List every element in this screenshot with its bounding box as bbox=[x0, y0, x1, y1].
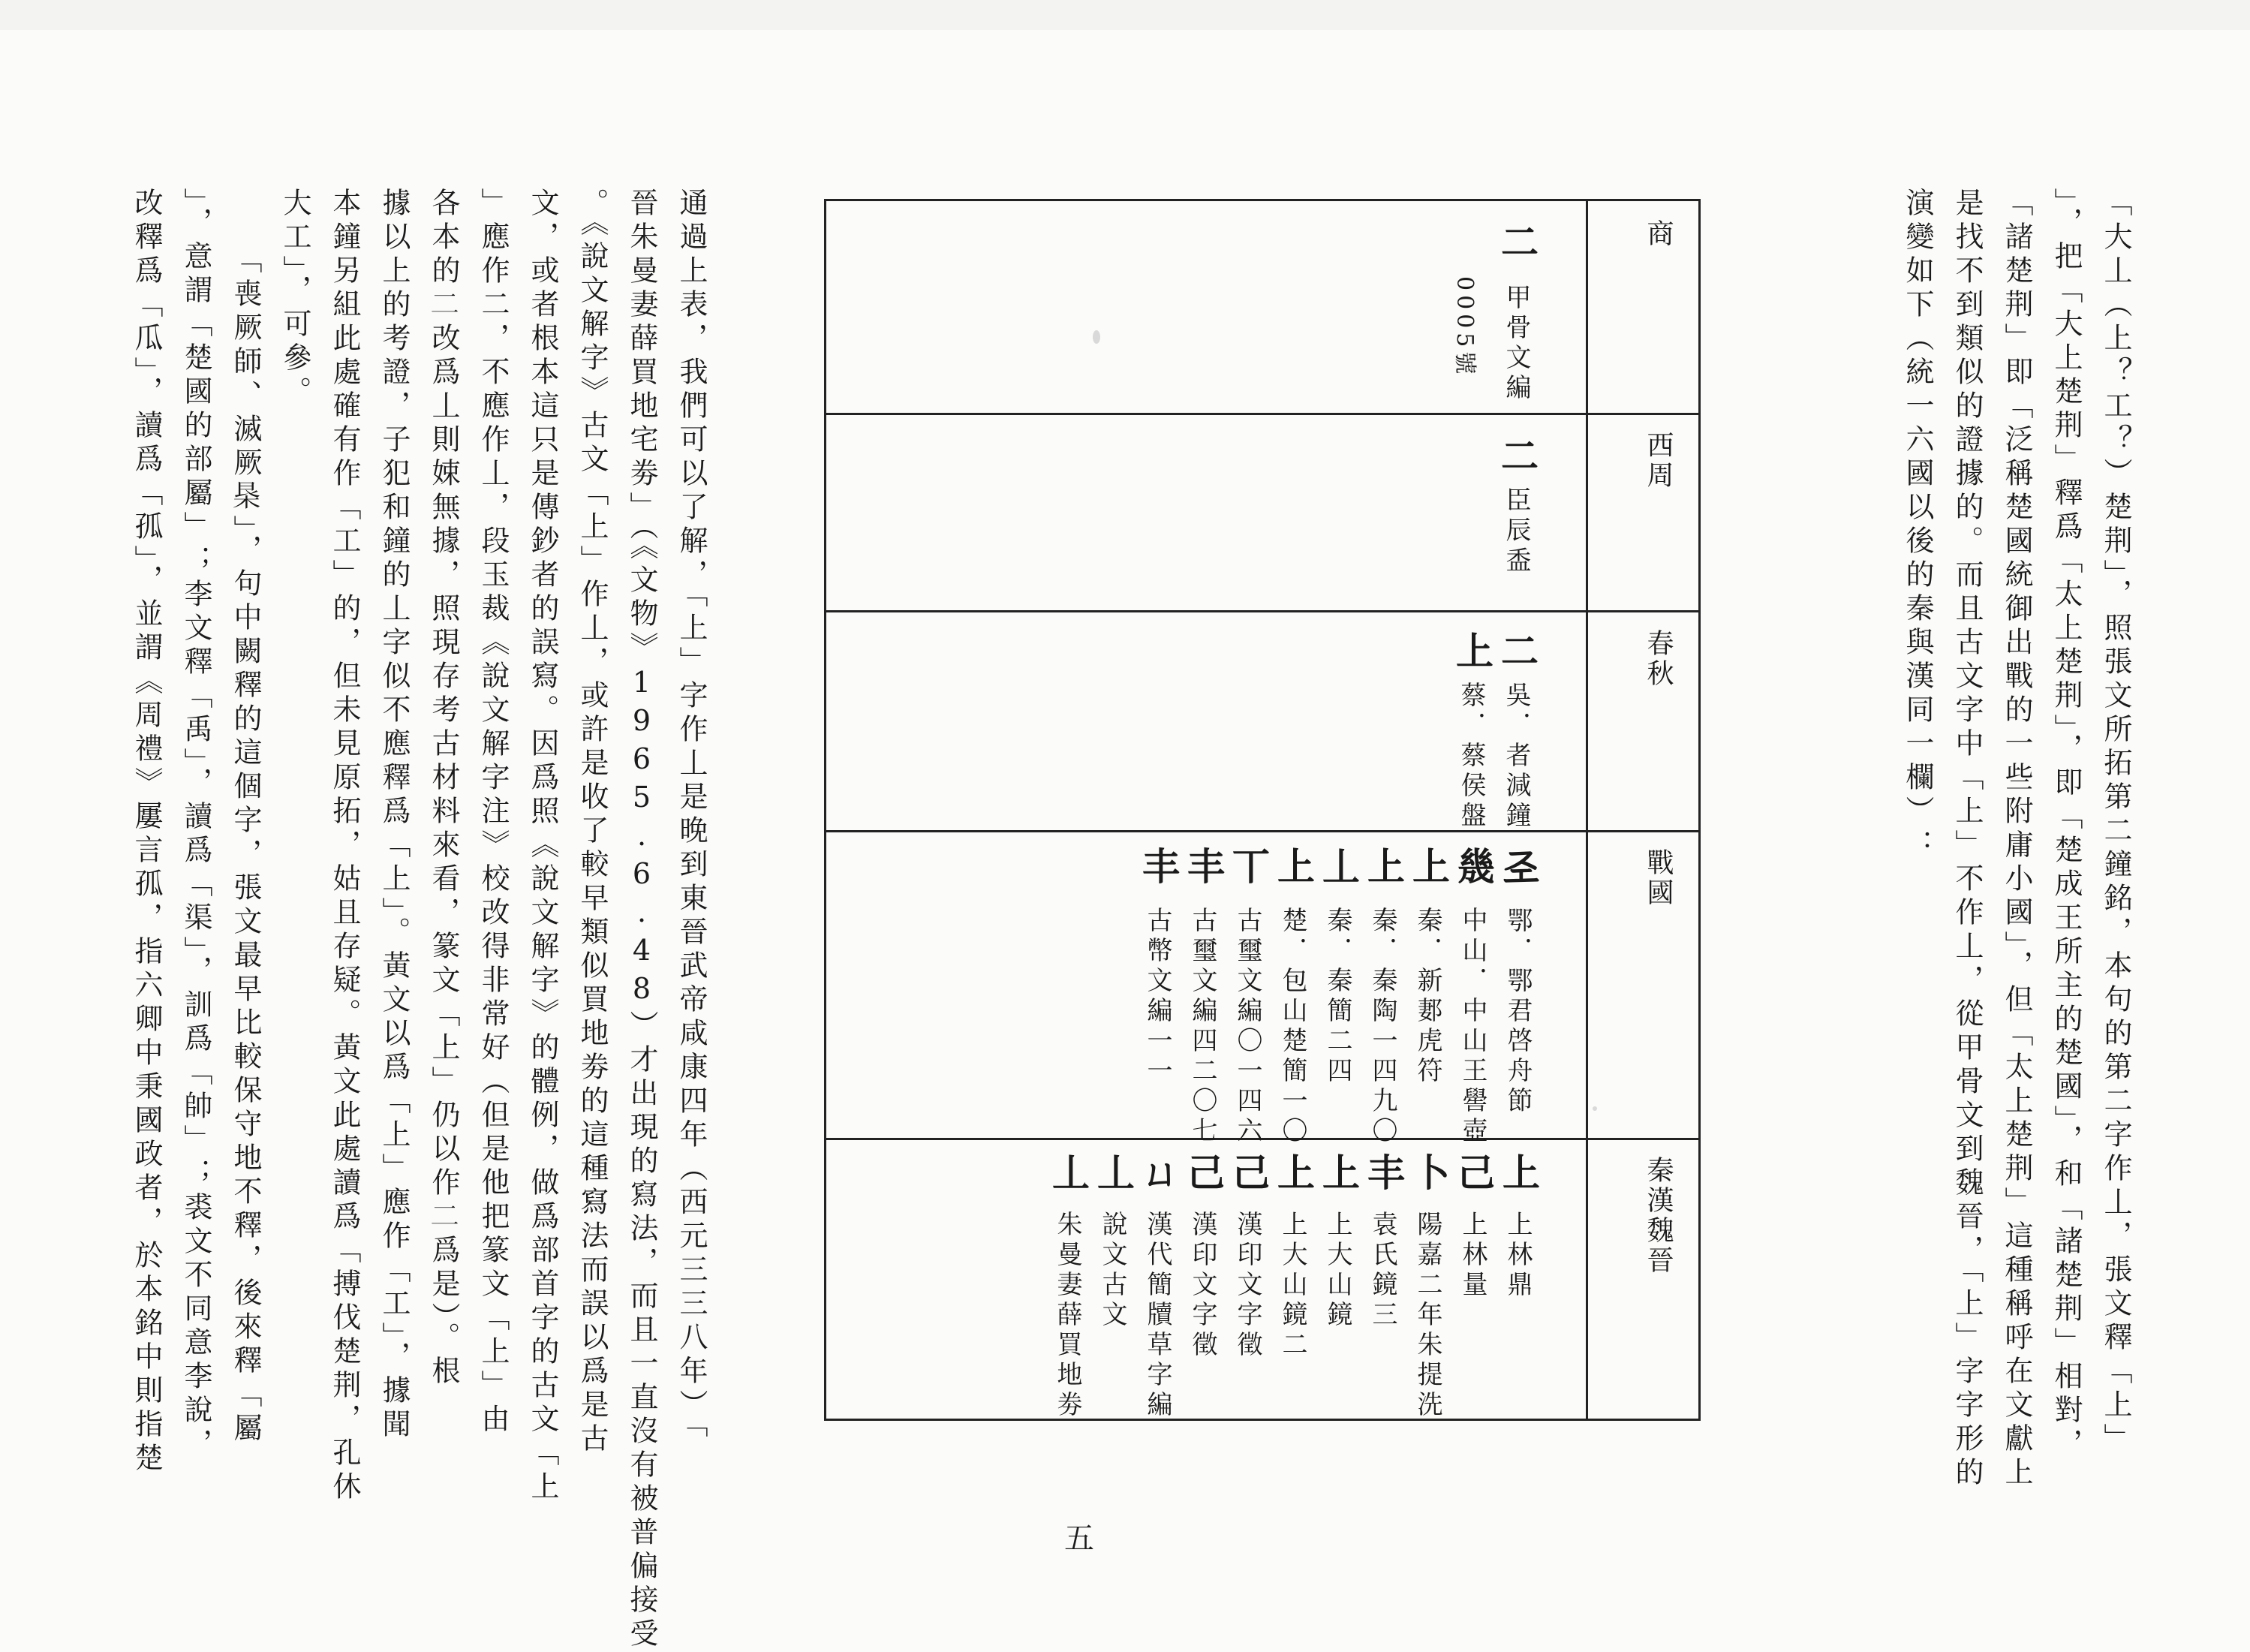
prose-column: 。《說文解字》古文「上」作丄，或許是收了較早類似買地劵的這種寫法而誤以爲是古 bbox=[576, 188, 609, 1457]
prose-column: 據以上的考證，子犯和鐘的丄字似不應釋爲「上」。黃文以爲「上」應作「工」，據聞 bbox=[378, 188, 411, 1443]
prose-column: 大工」，可參。 bbox=[278, 188, 311, 410]
source-label: 漢印文字徵 bbox=[1187, 1211, 1217, 1361]
page-number: 五 bbox=[1064, 1521, 1094, 1556]
source-number: 0005號 bbox=[1451, 276, 1478, 379]
glyph-form: 上 bbox=[1322, 1151, 1360, 1195]
glyph-form: 丰 bbox=[1187, 845, 1225, 889]
glyph-form: 己 bbox=[1457, 1151, 1495, 1195]
right-prose-block bbox=[1747, 188, 2137, 1491]
prose-column: 是找不到類似的證據的。而且古文字中「上」不作丄，從甲骨文到魏晉，「上」字字形的 bbox=[1951, 188, 1984, 1491]
source-label: 漢印文字徵 bbox=[1232, 1211, 1262, 1361]
source-label: 說文古文 bbox=[1097, 1211, 1127, 1331]
page-top-edge bbox=[0, 0, 2250, 30]
source-label: 吳．者減鐘 bbox=[1501, 682, 1531, 832]
glyph-form: 上 bbox=[1367, 845, 1405, 889]
prose-column: 文，或者根本這只是傳鈔者的誤寫。因爲照《說文解字》的體例，做爲部首字的古文「上 bbox=[526, 188, 559, 1505]
glyph-form: 𢀖 bbox=[1503, 845, 1540, 889]
glyph-form: 二 bbox=[1501, 435, 1539, 478]
glyph-form: ㄩ bbox=[1142, 1151, 1180, 1195]
prose-column: 「諸楚荆」即「泛稱楚國統御出戰的一些附庸小國」，但「太上楚荆」這種稱呼在文獻上 bbox=[2000, 188, 2033, 1491]
glyph-form: 丰 bbox=[1367, 1151, 1405, 1195]
source-label: 袁氏鏡三 bbox=[1367, 1211, 1397, 1331]
prose-column: 「大丄（上？工？）楚荆」，照張文所拓第二鐘銘，本句的第二字作丄，張文釋「上」 bbox=[2099, 188, 2132, 1457]
source-label: 古璽文編〇一四六 bbox=[1232, 907, 1262, 1147]
source-label: 上大山鏡 bbox=[1322, 1211, 1352, 1331]
period-qinhan: 秦漢魏晉 bbox=[1643, 1156, 1674, 1276]
glyph-form: 己 bbox=[1187, 1151, 1225, 1195]
source-label: 中山．中山王嚳壺 bbox=[1457, 907, 1487, 1147]
glyph-form: 丄 bbox=[1052, 1151, 1090, 1195]
source-label: 陽嘉二年朱提洗 bbox=[1412, 1211, 1442, 1421]
source-label: 上林量 bbox=[1457, 1211, 1487, 1301]
source-label: 鄂．鄂君啓舟節 bbox=[1503, 907, 1533, 1117]
prose-column: 」應作二，不應作丄，段玉裁《說文解字注》校改得非常好（但是他把篆文「上」由 bbox=[477, 188, 510, 1437]
source-label: 上林鼎 bbox=[1503, 1211, 1533, 1301]
period-chunqiu: 春秋 bbox=[1643, 629, 1674, 689]
source-label: 秦．秦陶一四九〇 bbox=[1367, 907, 1397, 1147]
glyph-form: 上 bbox=[1277, 845, 1315, 889]
glyph-form: 丅 bbox=[1232, 845, 1270, 889]
source-label: 秦．秦簡二四 bbox=[1322, 907, 1352, 1087]
row-divider bbox=[826, 610, 1698, 612]
glyph-form: 上 bbox=[1412, 845, 1450, 889]
prose-column: 本鐘另組此處確有作「工」的，但未見原拓，姑且存疑。黃文此處讀爲「搏伐楚荆，孔休 bbox=[328, 188, 361, 1505]
source-label: 上大山鏡二 bbox=[1277, 1211, 1307, 1361]
prose-column: 晉朱曼妻薛買地宅劵」（《文物》1965.6.48）才出現的寫法，而且一直沒有被普偏接受 bbox=[625, 188, 658, 1652]
glyph-form: 卜 bbox=[1412, 1151, 1450, 1195]
prose-column: 演變如下（統一六國以後的秦與漢同一欄）： bbox=[1901, 188, 1934, 863]
glyph-form: 丄 bbox=[1097, 1151, 1135, 1195]
glyph-form: 二 bbox=[1501, 221, 1539, 264]
source-label: 古幣文編一一 bbox=[1142, 907, 1172, 1087]
glyph-form: 丰 bbox=[1142, 845, 1180, 889]
prose-column: 各本的𠄞改爲丄則娕無據，照現存考古材料來看，篆文「上」仍以作𠄞爲是）。根 bbox=[427, 188, 460, 1389]
period-shang: 商 bbox=[1643, 219, 1674, 249]
source-label: 楚．包山楚簡一〇 bbox=[1277, 907, 1307, 1147]
glyph-form: 上 bbox=[1456, 630, 1493, 673]
prose-column: 「喪厥師、滅厥𣐻」，句中闕釋的這個字，張文最早比較保守地不釋，後來釋「屬 bbox=[229, 245, 262, 1446]
row-divider bbox=[826, 830, 1698, 832]
prose-column: 」，把「大上楚荆」釋爲「太上楚荆」，即「楚成王所主的楚國」，和「諸楚荆」相對， bbox=[2050, 188, 2083, 1462]
left-prose-block bbox=[53, 188, 713, 1652]
row-divider bbox=[826, 413, 1698, 415]
period-zhanguo: 戰國 bbox=[1643, 848, 1674, 908]
source-label: 古璽文編四二〇七 bbox=[1187, 907, 1217, 1147]
prose-column: 改釋爲「瓜」，讀爲「孤」，並謂《周禮》屢言孤，指六卿中秉國政者，於本銘中則指楚 bbox=[130, 188, 163, 1476]
glyph-form: 丄 bbox=[1322, 845, 1360, 889]
glyph-form: 上 bbox=[1277, 1151, 1315, 1195]
source-label: 朱曼妻薛買地劵 bbox=[1052, 1211, 1082, 1421]
glyph-form: 二 bbox=[1501, 630, 1539, 673]
source-label: 秦．新郪虎符 bbox=[1412, 907, 1442, 1087]
character-evolution-table bbox=[824, 199, 1701, 1421]
source-label: 蔡．蔡侯盤 bbox=[1456, 682, 1486, 832]
source-label: 臣辰盉 bbox=[1501, 486, 1531, 576]
period-xizhou: 西周 bbox=[1643, 431, 1674, 491]
glyph-form: 㡬 bbox=[1457, 845, 1495, 889]
source-label: 甲骨文編 bbox=[1501, 284, 1531, 404]
prose-column: 」，意謂「楚國的部屬」；李文釋「禹」，讀爲「渠」，訓爲「帥」；裘文不同意李說， bbox=[179, 188, 212, 1462]
glyph-form: 己 bbox=[1232, 1151, 1270, 1195]
glyph-form: 上 bbox=[1503, 1151, 1540, 1195]
source-label: 漢代簡牘草字編 bbox=[1142, 1211, 1172, 1421]
prose-column: 通過上表，我們可以了解，「上」字作丄是晚到東晉武帝咸康四年（西元三三八年）「 bbox=[675, 188, 708, 1443]
